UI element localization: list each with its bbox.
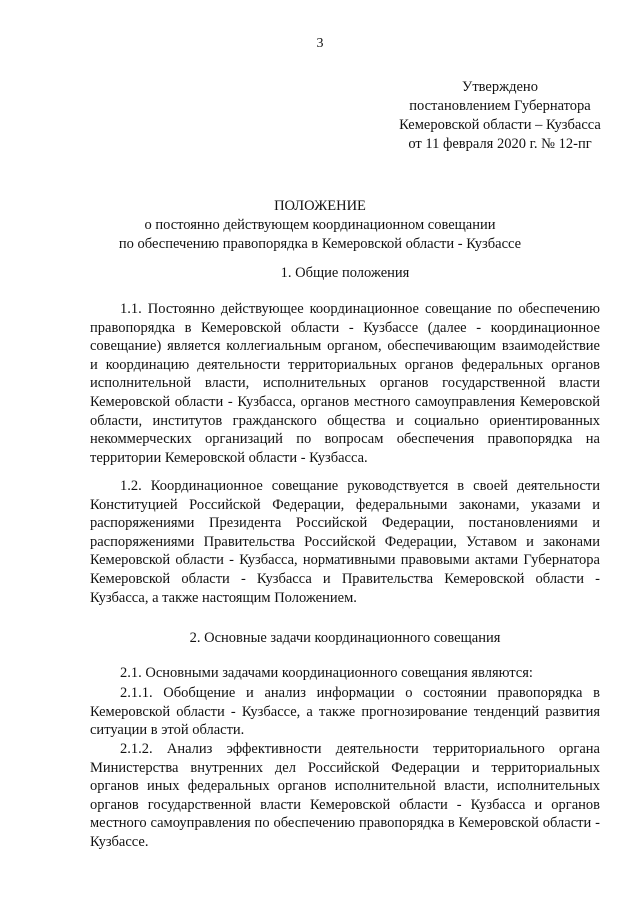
paragraph-1-2: 1.2. Координационное совещание руководствуется в своей деятельности Конституцией Российской Федерации, федеральными законами, указами и распоряжениями Президента Российской Федерации, постановлениями и распоряжениями Правительства Российской Федерации, Уставом и законами Кемеровской области - Кузбасса, нормативными правовыми актами Губернатора Кемеровской области - Кузбасса и Правительства Кемеровской области - Кузбасса, а также настоящим Положением. — [90, 478, 600, 606]
approval-line-2: постановлением Губернатора — [409, 98, 591, 114]
paragraph-2-1-1: 2.1.1. Обобщение и анализ информации о состоянии правопорядка в Кемеровской области - Кузбассе, а также прогнозирование тенденций развития ситуации в этой области. — [90, 685, 600, 739]
document-title — [90, 197, 550, 254]
paragraph-1-1: 1.1. Постоянно действующее координационное совещание по обеспечению правопорядка в Кемеровской области - Кузбассе (далее - координационное совещание) является коллегиальным органом, обеспечивающим взаимодействие и координацию деятельности территориальных органов федеральных органов исполнительной власти, исполнительных органов государственной власти Кемеровской области - Кузбасса, органов местного самоуправления Кемеровской области, институтов гражданского общества и социально ориентированных некоммерческих организаций по вопросам обеспечения правопорядка на территории Кемеровской области - Кузбасса. — [90, 301, 600, 466]
paragraph-2-1-2: 2.1.2. Анализ эффективности деятельности территориального органа Министерства внутренних дел Российской Федерации и территориальных органов иных федеральных органов исполнительной власти, исполнительных органов государственной власти Кемеровской области - Кузбасса и органов местного самоуправления по обеспечению правопорядка в Кемеровской области - Кузбассе. — [90, 741, 600, 850]
title-heading: ПОЛОЖЕНИЕ — [274, 198, 366, 214]
section-1-heading: 1. Общие положения — [280, 265, 410, 281]
approval-stamp — [360, 78, 640, 154]
approval-line-4: от 11 февраля 2020 г. № 12-пг — [408, 136, 592, 152]
title-line-3: по обеспечению правопорядка в Кемеровской области - Кузбассе — [118, 236, 522, 252]
paragraph-2-1: 2.1. Основными задачами координационного совещания являются: — [120, 665, 533, 681]
approval-line-1: Утверждено — [462, 79, 538, 95]
section-2-heading: 2. Основные задачи координационного совещания — [189, 630, 501, 646]
title-line-2: о постоянно действующем координационном совещании — [144, 217, 496, 233]
page-number: 3 — [316, 36, 324, 51]
approval-line-3: Кемеровской области – Кузбасса — [399, 117, 601, 133]
